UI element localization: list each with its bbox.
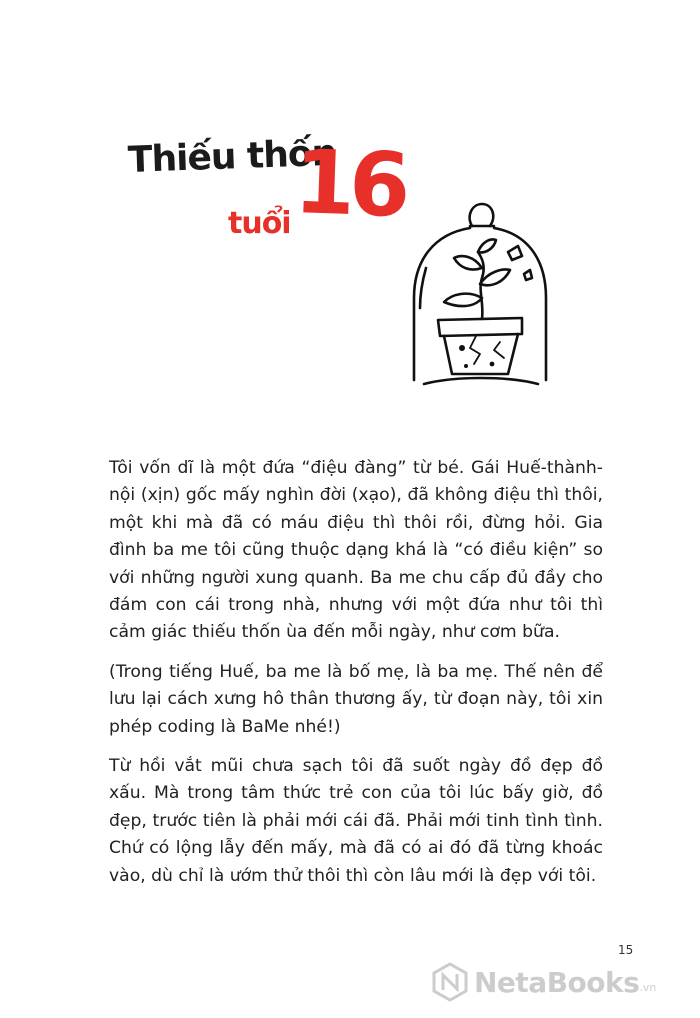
paragraph: Tôi vốn dĩ là một đứa “điệu đàng” từ bé. Gái Huế-thành-nội (xịn) gốc mấy nghìn đời (xạo), đã không điệu thì thôi, một khi mà đã có máu điệu thì thôi rồi, đừng hỏi. Gia đình ba me tôi cũng thuộc dạng khá là “có điều kiện” so với những người xung quanh. Ba me chu cấp đủ đầy cho đám con cái trong nhà, nhưng với một đứa như tôi thì cảm giác thiếu thốn ùa đến mỗi ngày, như cơm bữa. [109, 458, 603, 643]
watermark-suffix: .vn [639, 981, 657, 994]
chapter-title-number: 16 [292, 130, 407, 237]
paragraph: Từ hồi vắt mũi chưa sạch tôi đã suốt ngày đồ đẹp đồ xấu. Mà trong tâm thức trẻ con của tôi lúc bấy giờ, đồ đẹp, trước tiên là phải mới cái đã. Phải mới tinh tình tình. Chứ có lộng lẫy đến mấy, mà đã có ai đó đã từng khoác vào, dù chỉ là ướm thử thôi thì còn lâu mới là đẹp với tôi. [109, 756, 603, 886]
plant-in-bell-jar-illustration [404, 198, 554, 394]
netabooks-watermark [430, 958, 692, 1006]
watermark-brand: NetaBooks [474, 965, 640, 999]
netabooks-logo-icon [430, 962, 470, 1002]
body-text [109, 455, 603, 902]
paragraph: (Trong tiếng Huế, ba me là bố mẹ, là ba mẹ. Thế nên để lưu lại cách xưng hô thân thương ấy, từ đoạn này, tôi xin phép coding là BaMe nhé!) [109, 661, 603, 737]
chapter-title-line1: Thiếu thốn [127, 132, 337, 181]
chapter-title-line2: tuổi [228, 206, 291, 241]
page-number: 15 [618, 943, 634, 957]
